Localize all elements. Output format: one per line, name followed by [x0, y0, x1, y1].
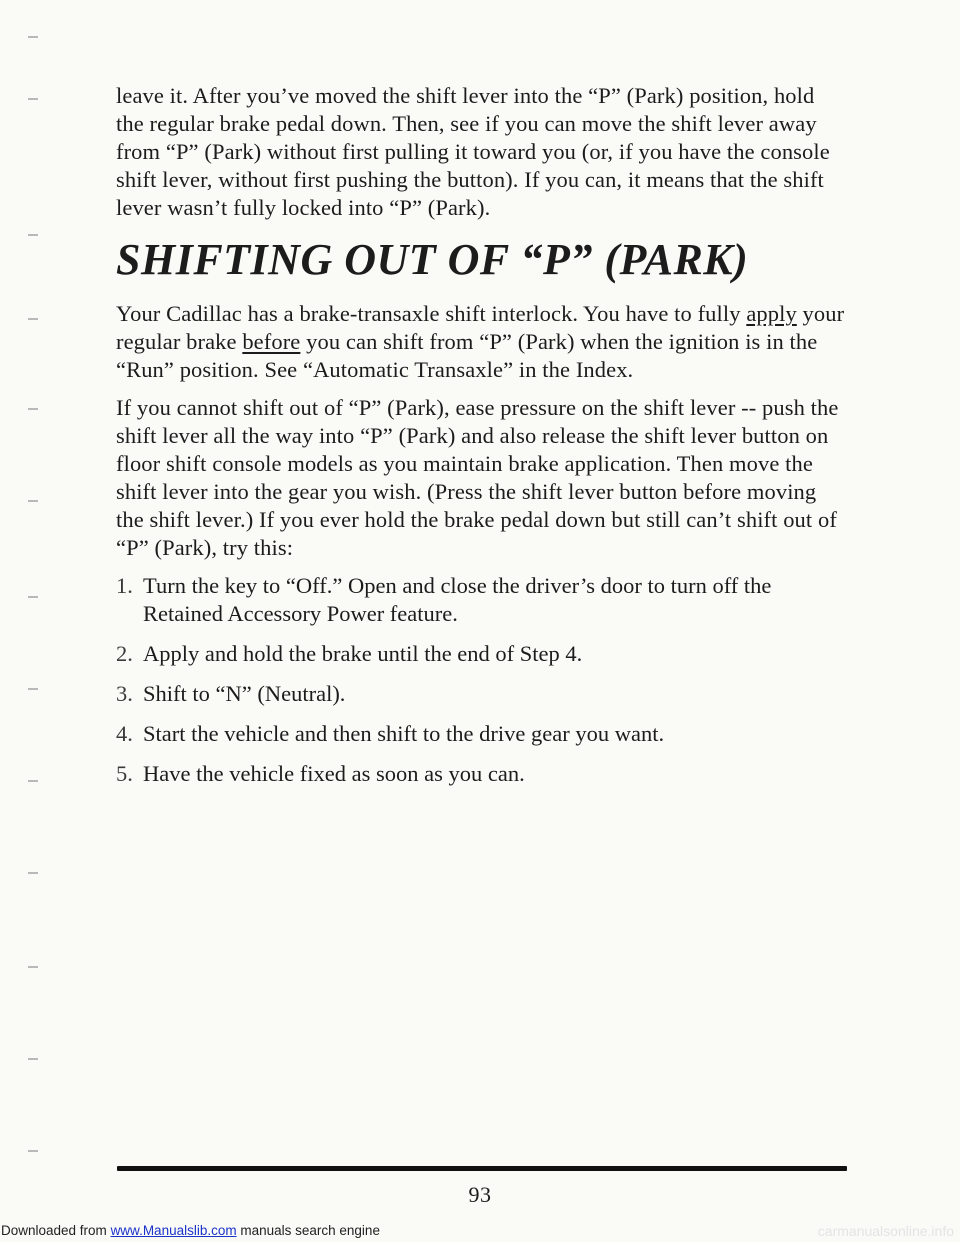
step-text: Apply and hold the brake until the end of Step 4.	[143, 641, 583, 666]
step-text: Start the vehicle and then shift to the drive gear you want.	[143, 721, 665, 746]
interlock-text: Your Cadillac has a brake-transaxle shift interlock. You have to fully	[116, 301, 747, 326]
apply-underlined: apply	[746, 301, 797, 326]
footer-rule	[117, 1166, 847, 1171]
list-item	[116, 640, 846, 668]
section-heading: SHIFTING OUT OF “P” (PARK)	[116, 235, 749, 284]
watermark-suffix: manuals search engine	[236, 1223, 380, 1238]
watermark-prefix: Downloaded from	[1, 1223, 111, 1238]
page-number: 93	[468, 1182, 492, 1207]
steps-list	[116, 572, 846, 788]
margin-tick	[28, 318, 38, 320]
step-text: Shift to “N” (Neutral).	[143, 681, 346, 706]
margin-tick	[28, 688, 38, 690]
watermark-right: carmanualsonline.info	[817, 1223, 954, 1239]
list-item	[116, 760, 846, 788]
margin-tick	[28, 408, 38, 410]
margin-tick	[28, 1150, 38, 1152]
list-item	[116, 720, 846, 748]
step-text: Turn the key to “Off.” Open and close the driver’s door to turn off the Retained Accessory Power feature.	[143, 573, 772, 626]
margin-tick	[28, 36, 38, 38]
download-watermark	[0, 1220, 960, 1242]
step-number: 5.	[116, 761, 133, 786]
margin-tick	[28, 500, 38, 502]
step-number: 2.	[116, 641, 133, 666]
step-number: 4.	[116, 721, 133, 746]
margin-tick	[28, 596, 38, 598]
page-content	[116, 82, 846, 800]
step-number: 3.	[116, 681, 133, 706]
cannot-shift-paragraph: If you cannot shift out of “P” (Park), ease pressure on the shift lever -- push the shift lever all the way into “P” (Park) and also release the shift lever button on floor shift console models as you maintain brake application. Then move the shift lever into the gear you wish. (Press the shift lever button before moving the shift lever.) If you ever hold the brake pedal down but still can’t shift out of “P” (Park), try this:	[116, 395, 839, 560]
before-underlined: before	[242, 329, 301, 354]
list-item	[116, 680, 846, 708]
interlock-text: your regular brake	[116, 301, 845, 354]
interlock-text: you can shift from “P” (Park) when the ignition is in the “Run” position. See “Automatic Transaxle” in the Index.	[116, 329, 818, 382]
step-number: 1.	[116, 573, 133, 598]
step-text: Have the vehicle fixed as soon as you can.	[143, 761, 525, 786]
interlock-paragraph	[116, 300, 846, 384]
manualslib-link[interactable]: www.Manualslib.com	[110, 1223, 237, 1238]
margin-tick	[28, 780, 38, 782]
list-item	[116, 572, 846, 628]
margin-tick	[28, 234, 38, 236]
margin-tick	[28, 872, 38, 874]
margin-tick	[28, 98, 38, 100]
margin-tick	[28, 966, 38, 968]
margin-tick	[28, 1058, 38, 1060]
intro-paragraph: leave it. After you’ve moved the shift lever into the “P” (Park) position, hold the regular brake pedal down. Then, see if you can move the shift lever away from “P” (Park) without first pulling it toward you (or, if you have the console shift lever, without first pushing the button). If you can, it means that the shift lever wasn’t fully locked into “P” (Park).	[116, 83, 830, 220]
